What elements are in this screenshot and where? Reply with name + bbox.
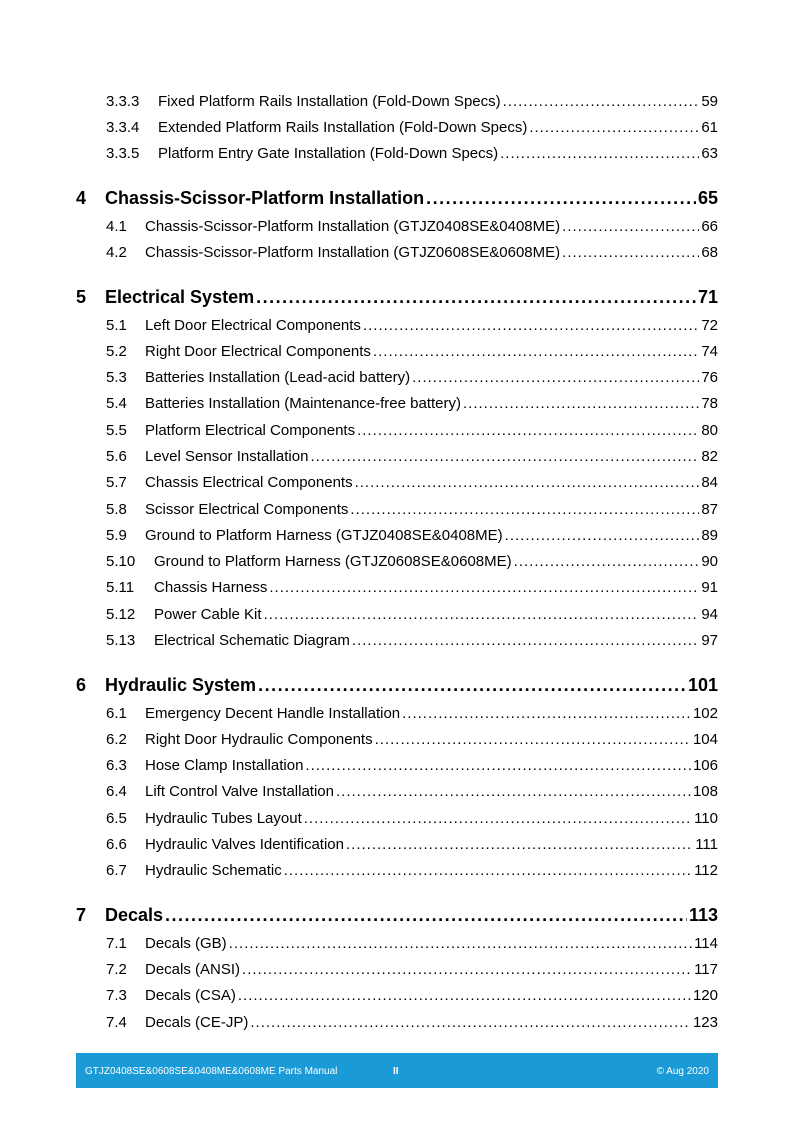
- toc-chapter-title: Electrical System: [105, 287, 255, 307]
- toc-entry-title: Ground to Platform Harness (GTJZ0408SE&0408ME): [145, 527, 503, 544]
- dot-leader: [284, 861, 692, 881]
- dot-leader: [336, 782, 691, 802]
- toc-entry-5-2[interactable]: [106, 342, 718, 362]
- toc-chapter-page: 71: [697, 287, 718, 307]
- dot-leader: [352, 631, 699, 651]
- toc-entry-page: 112: [694, 862, 718, 879]
- dot-leader: [264, 605, 700, 625]
- toc-entry-page: 102: [692, 705, 718, 722]
- toc-entry-title: Decals (CSA): [145, 987, 236, 1004]
- toc-entry-title: Chassis Electrical Components: [145, 474, 353, 491]
- toc-entry-6-5[interactable]: [106, 809, 718, 829]
- toc-entry-3-3-3[interactable]: [106, 92, 718, 112]
- toc-entry-7-4[interactable]: [106, 1013, 718, 1033]
- dot-leader: [562, 243, 699, 263]
- dot-leader: [357, 421, 699, 441]
- dot-leader: [250, 1013, 691, 1033]
- toc-entry-number: 5.2: [106, 343, 127, 360]
- toc-entry-page: 89: [701, 527, 718, 544]
- toc-entry-page: 120: [692, 987, 718, 1004]
- dot-leader: [269, 578, 699, 598]
- toc-entry-title: Right Door Electrical Components: [145, 343, 371, 360]
- toc-entry-3-3-4[interactable]: [106, 118, 718, 138]
- toc-entry-number: 7.4: [106, 1014, 127, 1031]
- footer-manual-name: GTJZ0408SE&0608SE&0408ME&0608ME Parts Manual: [85, 1066, 338, 1077]
- toc-entry-7-2[interactable]: [106, 960, 718, 980]
- toc-entry-title: Chassis Harness: [154, 579, 268, 596]
- toc-entry-number: 5.9: [106, 527, 127, 544]
- toc-entry-number: 5.11: [106, 579, 135, 596]
- toc-entry-page: 68: [701, 244, 718, 261]
- toc-entry-page: 117: [694, 961, 718, 978]
- toc-entry-page: 76: [701, 369, 718, 386]
- toc-entry-page: 110: [694, 810, 718, 827]
- toc-entry-page: 84: [701, 474, 718, 491]
- toc-chapter-number: 5: [76, 287, 87, 307]
- toc-entry-title: Hydraulic Schematic: [145, 862, 282, 879]
- dot-leader: [304, 809, 692, 829]
- toc-chapter-page: 101: [687, 675, 718, 695]
- toc-entry-page: 111: [695, 836, 718, 853]
- dot-leader: [505, 526, 700, 546]
- toc-entry-5-11[interactable]: [106, 578, 718, 598]
- toc-entry-number: 6.3: [106, 757, 127, 774]
- toc-entry-title: Chassis-Scissor-Platform Installation (GTJZ0408SE&0408ME): [145, 218, 561, 235]
- toc-entry-title: Scissor Electrical Components: [145, 501, 349, 518]
- page-footer: [76, 1053, 718, 1088]
- toc-entry-6-7[interactable]: [106, 861, 718, 881]
- toc-entry-number: 5.7: [106, 474, 127, 491]
- toc-entry-number: 6.4: [106, 783, 127, 800]
- toc-entry-number: 3.3.5: [106, 145, 140, 162]
- toc-entry-page: 63: [701, 145, 718, 162]
- dot-leader: [310, 447, 699, 467]
- dot-leader: [373, 342, 699, 362]
- toc-entry-page: 104: [692, 731, 718, 748]
- dot-leader: [562, 217, 699, 237]
- toc-entry-title: Chassis-Scissor-Platform Installation (GTJZ0608SE&0608ME): [145, 244, 561, 261]
- toc-entry-title: Batteries Installation (Maintenance-free battery): [145, 395, 461, 412]
- dot-leader: [242, 960, 692, 980]
- toc-entry-7-3[interactable]: [106, 986, 718, 1006]
- toc-chapter-number: 7: [76, 905, 87, 925]
- toc-entry-5-1[interactable]: [106, 316, 718, 336]
- toc-entry-number: 6.2: [106, 731, 127, 748]
- toc-entry-page: 74: [701, 343, 718, 360]
- toc-entry-page: 80: [701, 422, 718, 439]
- toc-entry-number: 5.3: [106, 369, 127, 386]
- dot-leader: [346, 835, 693, 855]
- toc-chapter-page: 113: [688, 905, 718, 925]
- toc-entry-number: 5.4: [106, 395, 127, 412]
- dot-leader: [258, 674, 686, 696]
- toc-chapter-title: Hydraulic System: [105, 675, 257, 695]
- toc-entry-number: 6.7: [106, 862, 127, 879]
- dot-leader: [363, 316, 699, 336]
- toc-entry-3-3-5[interactable]: [106, 144, 718, 164]
- toc-entry-7-1[interactable]: [106, 934, 718, 954]
- toc-entry-number: 5.10: [106, 553, 136, 570]
- toc-entry-6-1[interactable]: [106, 704, 718, 724]
- toc-entry-title: Ground to Platform Harness (GTJZ0608SE&0608ME): [154, 553, 512, 570]
- toc-entry-page: 82: [701, 448, 718, 465]
- dot-leader: [238, 986, 691, 1006]
- toc-entry-title: Emergency Decent Handle Installation: [145, 705, 401, 722]
- toc-entry-page: 91: [701, 579, 718, 596]
- toc-entry-5-10[interactable]: [106, 552, 718, 572]
- toc-entry-6-6[interactable]: [106, 835, 718, 855]
- toc-entry-title: Hydraulic Valves Identification: [145, 836, 344, 853]
- toc-entry-5-4[interactable]: [106, 394, 718, 414]
- toc-entry-number: 5.6: [106, 448, 127, 465]
- toc-chapter-5[interactable]: [76, 286, 718, 308]
- dot-leader: [402, 704, 691, 724]
- toc-entry-title: Level Sensor Installation: [145, 448, 309, 465]
- toc-entry-6-3[interactable]: [106, 756, 718, 776]
- toc-entry-5-7[interactable]: [106, 473, 718, 493]
- toc-entry-page: 72: [701, 317, 718, 334]
- toc-chapter-title: Decals: [105, 905, 164, 925]
- dot-leader: [165, 904, 687, 926]
- dot-leader: [529, 118, 699, 138]
- toc-entry-page: 97: [701, 632, 718, 649]
- toc-entry-title: Hose Clamp Installation: [145, 757, 304, 774]
- toc-entry-page: 66: [701, 218, 718, 235]
- toc-entry-6-2[interactable]: [106, 730, 718, 750]
- toc-entry-title: Left Door Electrical Components: [145, 317, 361, 334]
- dot-leader: [514, 552, 700, 572]
- toc-entry-5-13[interactable]: [106, 631, 718, 651]
- dot-leader: [426, 187, 696, 209]
- footer-page-number: II: [393, 1066, 399, 1077]
- toc-entry-title: Batteries Installation (Lead-acid battery): [145, 369, 411, 386]
- toc-entry-title: Decals (CE-JP): [145, 1014, 249, 1031]
- toc-entry-title: Electrical Schematic Diagram: [154, 632, 350, 649]
- dot-leader: [229, 934, 692, 954]
- toc-entry-5-6[interactable]: [106, 447, 718, 467]
- toc-entry-number: 5.12: [106, 606, 136, 623]
- dot-leader: [256, 286, 696, 308]
- toc-entry-page: 94: [701, 606, 718, 623]
- toc-entry-number: 6.6: [106, 836, 127, 853]
- footer-date: © Aug 2020: [656, 1066, 709, 1077]
- toc-entry-title: Power Cable Kit: [154, 606, 262, 623]
- toc-entry-title: Decals (ANSI): [145, 961, 241, 978]
- toc-entry-number: 5.13: [106, 632, 136, 649]
- toc-chapter-number: 4: [76, 188, 87, 208]
- toc-entry-page: 114: [694, 935, 718, 952]
- toc-entry-number: 3.3.4: [106, 119, 140, 136]
- toc-chapter-4[interactable]: [76, 187, 718, 209]
- dot-leader: [503, 92, 700, 112]
- dot-leader: [500, 144, 699, 164]
- toc-entry-title: Right Door Hydraulic Components: [145, 731, 373, 748]
- toc-entry-title: Lift Control Valve Installation: [145, 783, 334, 800]
- toc-entry-number: 4.1: [106, 218, 127, 235]
- toc-entry-page: 59: [701, 93, 718, 110]
- toc-chapter-number: 6: [76, 675, 87, 695]
- toc-entry-number: 7.2: [106, 961, 127, 978]
- toc-entry-page: 123: [692, 1014, 718, 1031]
- toc-entry-4-2[interactable]: [106, 243, 718, 263]
- toc-entry-page: 106: [692, 757, 718, 774]
- dot-leader: [375, 730, 691, 750]
- toc-entry-title: Platform Electrical Components: [145, 422, 356, 439]
- toc-entry-number: 6.5: [106, 810, 127, 827]
- toc-entry-page: 90: [701, 553, 718, 570]
- toc-entry-page: 108: [692, 783, 718, 800]
- toc-entry-title: Decals (GB): [145, 935, 227, 952]
- toc-entry-6-4[interactable]: [106, 782, 718, 802]
- toc-entry-number: 5.8: [106, 501, 127, 518]
- toc-entry-number: 6.1: [106, 705, 127, 722]
- toc-entry-4-1[interactable]: [106, 217, 718, 237]
- toc-entry-page: 61: [701, 119, 718, 136]
- toc-entry-number: 7.3: [106, 987, 127, 1004]
- toc-chapter-page: 65: [697, 188, 718, 208]
- toc-chapter-7[interactable]: [76, 904, 718, 926]
- dot-leader: [463, 394, 699, 414]
- dot-leader: [412, 368, 699, 388]
- toc-chapter-title: Chassis-Scissor-Platform Installation: [105, 188, 425, 208]
- toc-chapter-6[interactable]: [76, 674, 718, 696]
- toc-entry-title: Fixed Platform Rails Installation (Fold-Down Specs): [158, 93, 501, 110]
- toc-entry-title: Extended Platform Rails Installation (Fold-Down Specs): [158, 119, 528, 136]
- toc-entry-number: 5.1: [106, 317, 127, 334]
- toc-entry-page: 87: [701, 501, 718, 518]
- toc-entry-5-8[interactable]: [106, 500, 718, 520]
- toc-entry-number: 5.5: [106, 422, 127, 439]
- toc-entry-title: Hydraulic Tubes Layout: [145, 810, 302, 827]
- toc-entry-page: 78: [701, 395, 718, 412]
- dot-leader: [350, 500, 699, 520]
- toc-entry-number: 7.1: [106, 935, 127, 952]
- dot-leader: [355, 473, 700, 493]
- toc-entry-5-12[interactable]: [106, 605, 718, 625]
- toc-entry-5-3[interactable]: [106, 368, 718, 388]
- toc-entry-title: Platform Entry Gate Installation (Fold-Down Specs): [158, 145, 499, 162]
- toc-entry-number: 4.2: [106, 244, 127, 261]
- dot-leader: [305, 756, 691, 776]
- toc-entry-5-9[interactable]: [106, 526, 718, 546]
- toc-entry-5-5[interactable]: [106, 421, 718, 441]
- toc-entry-number: 3.3.3: [106, 93, 140, 110]
